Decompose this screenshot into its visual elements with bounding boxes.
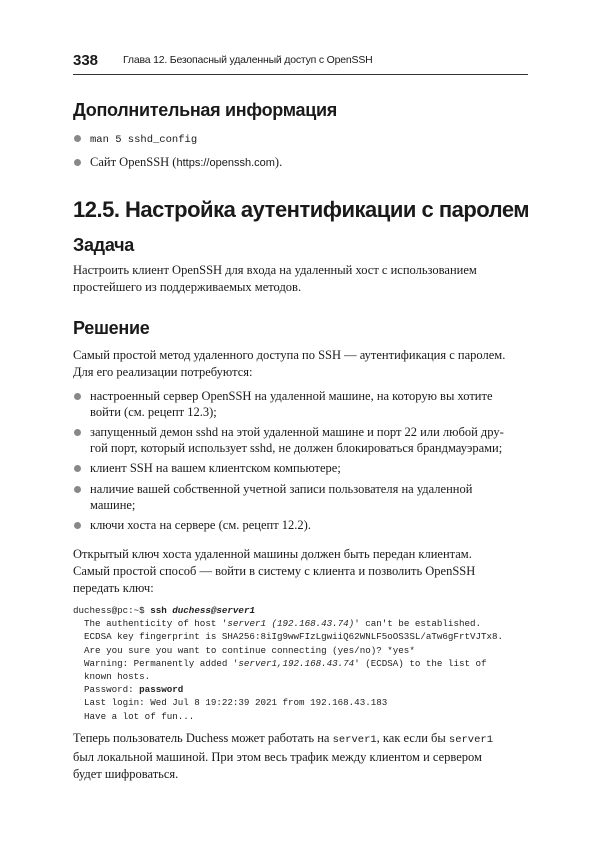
bullet-icon xyxy=(74,393,81,400)
list-item: ключи хоста на сервере (см. рецепт 12.2). xyxy=(73,517,528,533)
list-item: настроенный сервер OpenSSH на удаленной машине, на которую вы хотите войти (см. рецепт 12.3); xyxy=(73,388,528,420)
bullet-icon xyxy=(74,159,81,166)
task-text: Настроить клиент OpenSSH для входа на удаленный хост с использованием простейшего из поддерживаемых методов. xyxy=(73,263,477,294)
terminal-listing: duchess@pc:~$ ssh duchess@server1 The authenticity of host 'server1 (192.168.43.74)' can't be established. ECDSA key fingerprint is SHA256:8iIg9wwFIzLgwiiQ62WNLF5oOS3SL/aTw6gFrtVJTx8. Are you sure you want to continue connecting (yes/no)? *yes* Warning: Permanently added 'server1,192.168.43.74' (ECDSA) to the list of known hosts. Password: password Last login: Wed Jul 8 19:22:39 2021 from 192.168.43.183 Have a lot of fun... xyxy=(73,605,504,722)
requirements-list xyxy=(73,388,528,533)
closing-text: Теперь пользователь Duchess может работать на server1, как если бы server1 был локальной машиной. При этом весь трафик между клиентом и сервером будет шифроваться. xyxy=(73,731,494,781)
list-item: наличие вашей собственной учетной записи пользователя на удаленной машине; xyxy=(73,481,528,513)
section-title: 12.5. Настройка аутентификации с паролем xyxy=(73,197,530,222)
openssh-link[interactable]: https://openssh.com xyxy=(176,157,275,169)
list-item: клиент SSH на вашем клиентском компьютере; xyxy=(73,460,528,476)
more-info-list xyxy=(73,130,528,171)
bullet-icon xyxy=(74,465,81,472)
key-transfer-text: Открытый ключ хоста удаленной машины должен быть передан клиентам. Самый простой способ — войти в систему с клиента и позволить OpenSSH передать ключ: xyxy=(73,547,476,595)
task-heading: Задача xyxy=(73,235,134,255)
bullet-icon xyxy=(74,522,81,529)
running-head: Глава 12. Безопасный удаленный доступ с OpenSSH xyxy=(123,54,373,66)
solution-heading: Решение xyxy=(73,318,150,338)
list-item: Сайт OpenSSH (https://openssh.com). xyxy=(73,154,528,171)
page-number: 338 xyxy=(73,52,99,69)
list-item xyxy=(73,130,528,148)
bullet-icon xyxy=(74,135,81,142)
more-info-heading: Дополнительная информация xyxy=(73,100,337,120)
bullet-icon xyxy=(74,486,81,493)
man-page-ref: man 5 sshd_config xyxy=(90,134,198,146)
solution-intro: Самый простой метод удаленного доступа по SSH — аутентификация с паролем. Для его реализации потребуются: xyxy=(73,348,506,379)
page-header xyxy=(73,52,528,75)
list-item: запущенный демон sshd на этой удаленной машине и порт 22 или любой дру- гой порт, который использует sshd, не должен блокироваться брандмауэрами; xyxy=(73,424,528,456)
bullet-icon xyxy=(74,429,81,436)
